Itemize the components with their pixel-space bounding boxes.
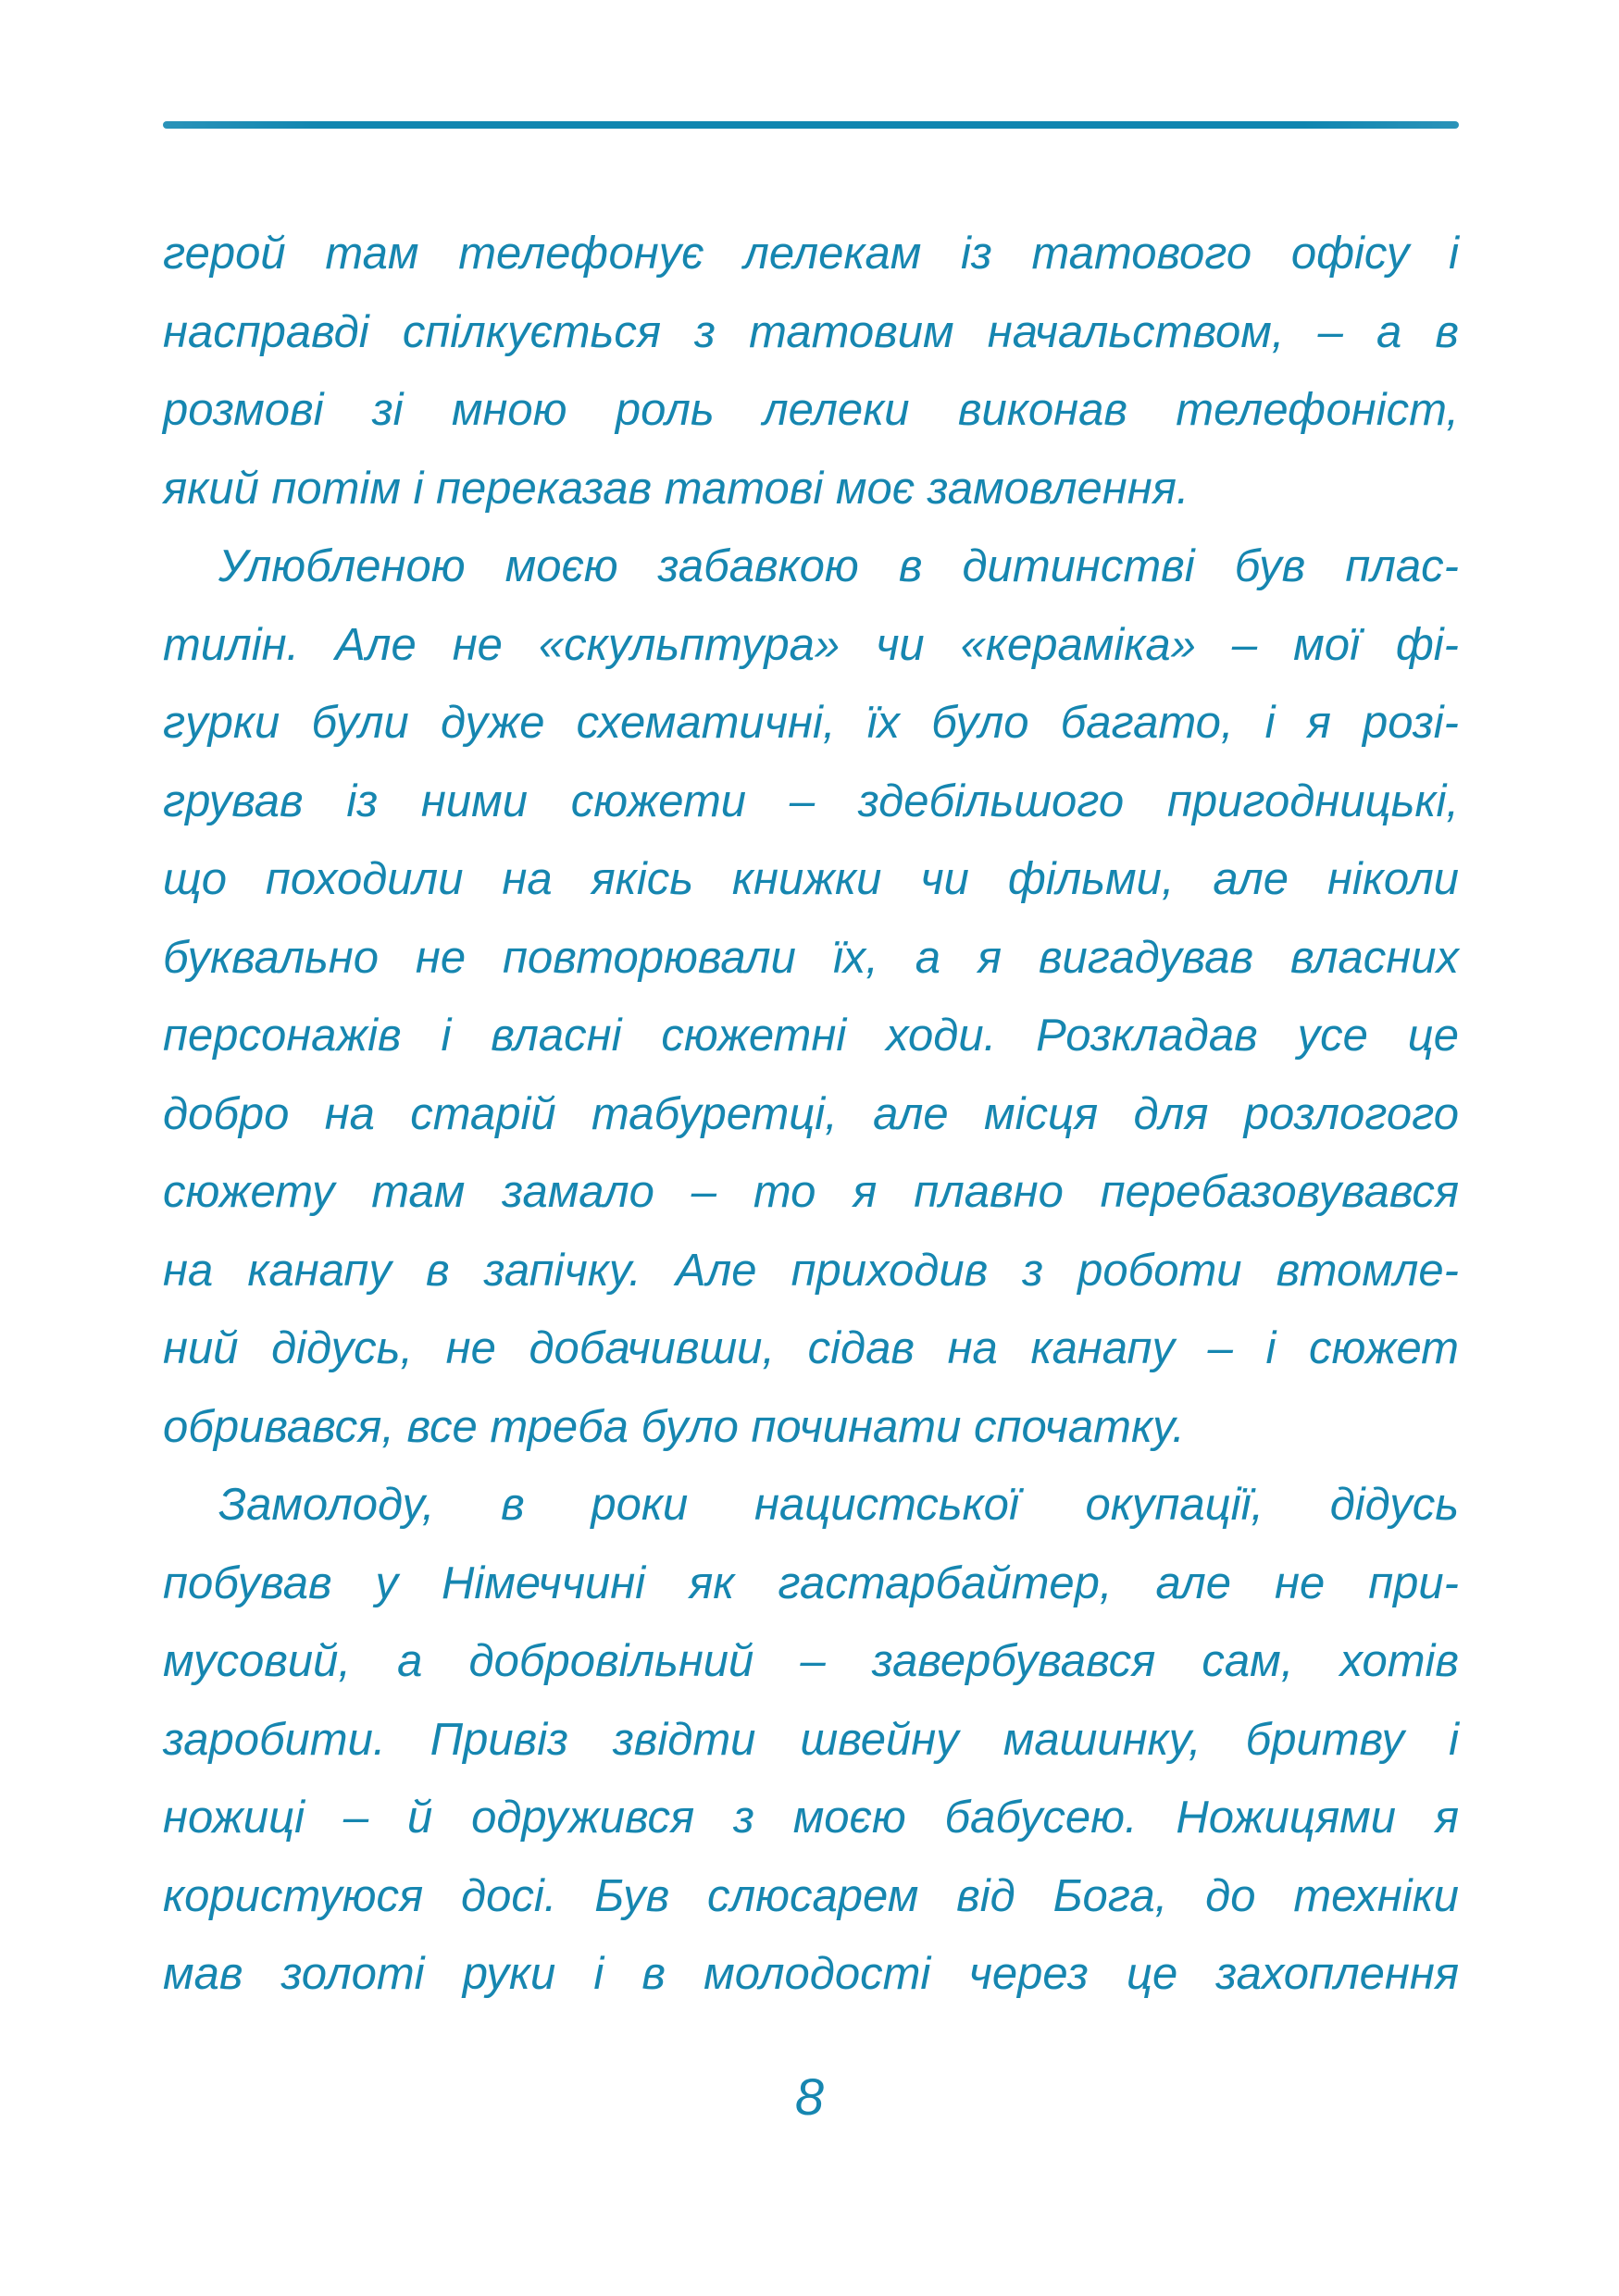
body-text [163, 215, 1459, 2014]
text-line: буквально не повторювали їх, а я вигадував власних [163, 932, 1459, 983]
page-number: 8 [794, 2067, 825, 2126]
text-line: користуюся досі. Був слюсарем від Бога, до техніки [163, 1870, 1459, 1921]
text-line: тилін. Але не «скульптура» чи «кераміка» – мої фі- [163, 619, 1459, 670]
text-line: обривався, все треба було починати спочатку. [163, 1401, 1185, 1452]
text-line: ний дідусь, не добачивши, сідав на канапу – і сюжет [163, 1323, 1459, 1373]
text-line: добро на старій табуретці, але місця для розлогого [163, 1088, 1459, 1139]
text-line: заробити. Привіз звідти швейну машинку, бритву і [163, 1714, 1459, 1765]
text-line: мусовий, а добровільний – завербувався сам, хотів [163, 1636, 1459, 1686]
text-line: що походили на якісь книжки чи фільми, але ніколи [163, 854, 1459, 904]
text-line: розмові зі мною роль лелеки виконав телефоніст, [163, 385, 1459, 435]
text-line: мав золоті руки і в молодості через це захоплення [163, 1949, 1459, 1999]
text-line: побував у Німеччині як гастарбайтер, але не при- [163, 1558, 1459, 1608]
text-line: герой там телефонує лелекам із татового офісу і [163, 229, 1459, 279]
text-line: сюжету там замало – то я плавно перебазовувався [163, 1167, 1459, 1217]
text-line: на канапу в запічку. Але приходив з роботи втомле- [163, 1245, 1459, 1296]
text-line: грував із ними сюжети – здебільшого пригодницькі, [163, 776, 1459, 826]
text-line: який потім і переказав татові моє замовлення. [163, 463, 1189, 514]
text-line: гурки були дуже схематичні, їх було багато, і я розі- [163, 698, 1459, 748]
header-rule [163, 121, 1459, 129]
text-line: ножиці – й одружився з моєю бабусею. Ножицями я [163, 1793, 1459, 1843]
text-line: насправді спілкується з татовим начальством, – а в [163, 306, 1459, 357]
text-line: Улюбленою моєю забавкою в дитинстві був плас- [218, 541, 1459, 591]
text-line: персонажів і власні сюжетні ходи. Розкладав усе це [163, 1011, 1459, 1061]
text-line: Замолоду, в роки нацистської окупації, дідусь [218, 1480, 1459, 1530]
